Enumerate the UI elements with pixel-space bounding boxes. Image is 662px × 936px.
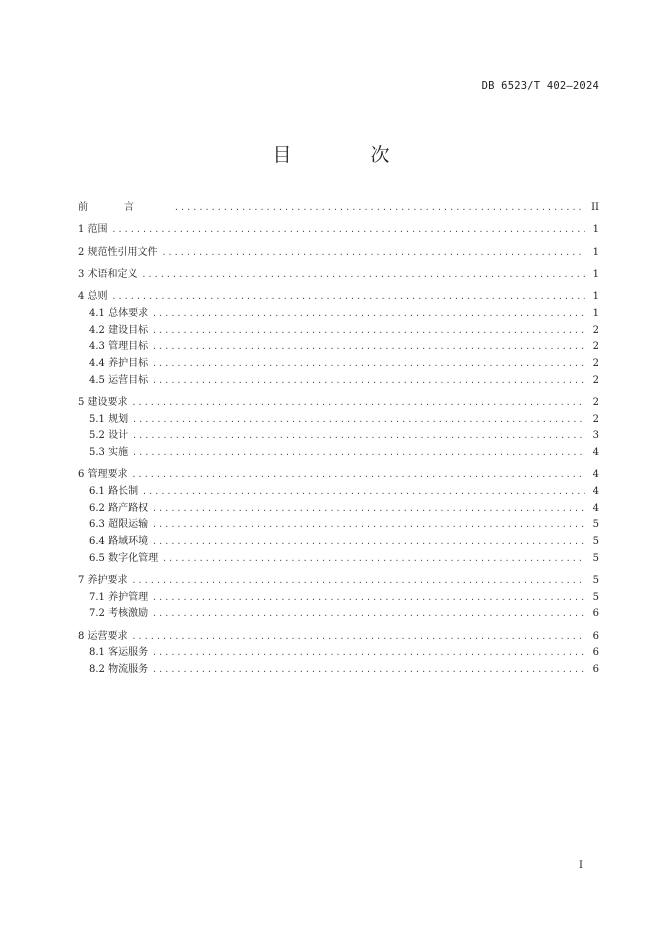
toc-entry-page: II [591,202,599,213]
toc-entry-page: 3 [592,430,599,442]
toc-entry-page: 6 [592,630,599,642]
toc-entry-page: 2 [592,413,599,425]
toc-entry-page: 1 [592,291,599,303]
toc-entry[interactable] [78,356,599,373]
toc-entry-label: 1 范围 [78,224,108,236]
toc-entry-page: 1 [592,224,599,236]
toc-entry[interactable] [78,339,599,356]
toc-entry-page: 6 [592,663,599,675]
toc-dot-leader [152,323,585,340]
toc-entry-page: 2 [592,396,599,408]
toc-entry-label: 7.2 考核激励 [89,608,149,620]
toc-entry[interactable] [78,534,599,551]
toc-entry[interactable] [78,467,599,484]
toc-entry[interactable] [78,501,599,518]
toc-entry-label: 4.4 养护目标 [89,357,149,369]
toc-entry-label: 7 养护要求 [78,574,128,586]
toc-entry-page: 4 [592,502,599,514]
toc-entry-page: 6 [592,608,599,620]
toc-dot-leader [132,445,585,462]
toc-entry-label: 3 术语和定义 [78,268,138,280]
toc-entry[interactable] [78,289,599,306]
toc-entry[interactable] [78,245,599,262]
toc-dot-leader [152,606,585,623]
toc-entry-label: 8.2 物流服务 [89,663,149,675]
toc-entry-page: 5 [592,591,599,603]
toc-entry-page: 2 [592,341,599,353]
toc-dot-leader [152,306,585,323]
toc-entry[interactable] [78,573,599,590]
toc-dot-leader [162,245,585,262]
toc-entry-label: 5 建设要求 [78,396,128,408]
toc-dot-leader [152,534,585,551]
toc-entry[interactable] [78,395,599,412]
toc-entry-page: 6 [592,647,599,659]
toc-entry-page: 4 [592,485,599,497]
toc-entry[interactable] [78,323,599,340]
toc-entry-label: 6.2 路产路权 [89,502,149,514]
toc-entry-page: 5 [592,574,599,586]
toc-dot-leader [112,289,585,306]
toc-dot-leader [132,428,585,445]
toc-entry-page: 5 [592,519,599,531]
toc-entry-page: 2 [592,357,599,369]
toc-entry-label: 8 运营要求 [78,630,128,642]
toc-dot-leader [132,573,585,590]
toc-entry[interactable] [78,551,599,568]
toc-entry-label: 8.1 客运服务 [89,647,149,659]
toc-dot-leader [152,339,585,356]
toc-dot-leader [132,629,585,646]
toc-entry[interactable] [78,222,599,239]
toc-entry-label: 4.2 建设目标 [89,324,149,336]
toc-dot-leader [132,395,585,412]
toc-dot-leader [152,501,585,518]
toc-entry-page: 5 [592,552,599,564]
toc-entry-label: 6.5 数字化管理 [89,552,159,564]
toc-dot-leader [152,517,585,534]
toc-entry-label: 4.1 总体要求 [89,307,149,319]
toc-entry-label: 6 管理要求 [78,469,128,481]
toc-entry-label: 5.3 实施 [89,446,129,458]
toc-dot-leader [152,645,585,662]
toc-dot-leader [152,590,585,607]
toc-entry[interactable] [78,662,599,679]
document-code: DB 6523/T 402—2024 [481,80,599,92]
toc-entry[interactable] [78,629,599,646]
toc-entry-page: 2 [592,374,599,386]
toc-entry-page: 4 [592,469,599,481]
toc-entry[interactable] [78,267,599,284]
toc-dot-leader [152,356,585,373]
toc-entry-label: 4 总则 [78,291,108,303]
toc-entry-label: 6.1 路长制 [89,485,139,497]
toc-entry-label: 4.5 运营目标 [89,374,149,386]
toc-entry-label: 5.1 规划 [89,413,129,425]
toc-entry-label: 6.3 超限运输 [89,519,149,531]
toc-entry-label: 4.3 管理目标 [89,341,149,353]
toc-dot-leader [174,200,585,217]
toc-entry-page: 2 [592,324,599,336]
toc-title: 目 次 [272,144,420,166]
toc-dot-leader [152,662,585,679]
toc-entry[interactable] [78,517,599,534]
toc-dot-leader [132,412,585,429]
toc-entry[interactable] [78,412,599,429]
toc-entry-label: 5.2 设计 [89,430,129,442]
toc-entry[interactable] [78,200,599,217]
toc-entry-page: 1 [592,268,599,280]
toc-entry[interactable] [78,484,599,501]
toc-entry[interactable] [78,606,599,623]
toc-entry-page: 5 [592,535,599,547]
toc-dot-leader [142,484,585,501]
toc-dot-leader [112,222,585,239]
toc-entry-page: 4 [592,446,599,458]
toc-entry-label: 2 规范性引用文件 [78,246,158,258]
toc-dot-leader [132,467,585,484]
toc-entry-page: 1 [592,307,599,319]
toc-entry[interactable] [78,306,599,323]
toc-entry-label: 6.4 路域环境 [89,535,149,547]
toc-dot-leader [162,551,585,568]
toc-entry[interactable] [78,590,599,607]
toc-entry[interactable] [78,645,599,662]
toc-entry[interactable] [78,373,599,390]
toc-entry[interactable] [78,445,599,462]
toc-dot-leader [152,373,585,390]
toc-entry[interactable] [78,428,599,445]
table-of-contents [78,200,599,679]
toc-entry-page: 1 [592,246,599,258]
toc-entry-label: 前言 [78,202,170,213]
page-number: I [579,860,583,871]
toc-dot-leader [142,267,585,284]
toc-entry-label: 7.1 养护管理 [89,591,149,603]
